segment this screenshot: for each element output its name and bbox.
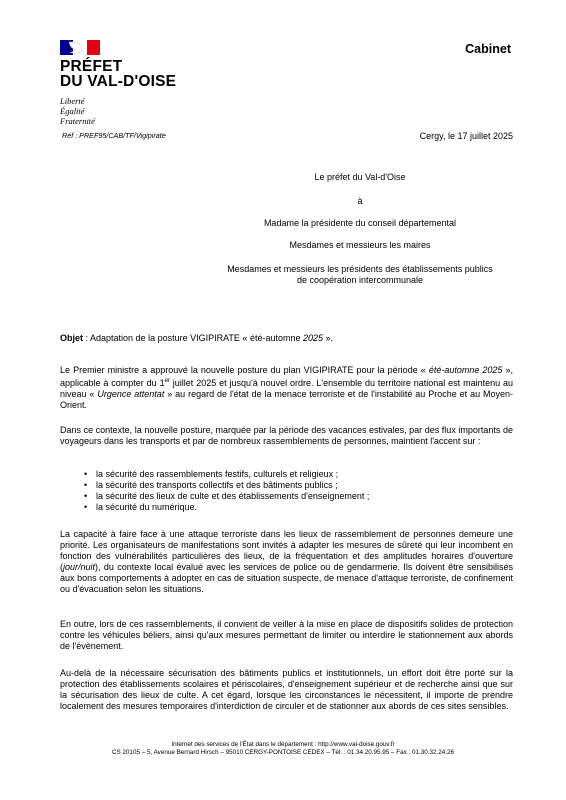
prefet-line-1: PRÉFET xyxy=(60,58,123,75)
motto-fraternite: Fraternité xyxy=(60,116,95,126)
p3-text-c: ), du contexte local évalué avec les services de police ou de gendarmerie. Ils doivent être sensibilisés aux bons comportements à adopter en cas de situation suspecte, de menace d'attaque terroriste, de confinement ou d'évacuation selon les situations. xyxy=(60,562,513,594)
recipient-1: Madame la présidente du conseil départemental xyxy=(263,218,457,228)
to-word: à xyxy=(357,196,363,206)
recipient-2: Mesdames et messieurs les maires xyxy=(289,240,431,250)
list-item: • la sécurité des rassemblements festifs, culturels et religieux ; xyxy=(84,469,369,480)
paragraph-2: Dans ce contexte, la nouvelle posture, marquée par la période des vacances estivales, par des flux importants de voyageurs dans les transports et par de nombreux rassemblements de personnes, maintient l'accent sur : xyxy=(60,425,513,446)
p1-text-d: juillet 2025 et jusqu'à nouvel ordre. L'ensemble du territoire national est maintenu au niveau « xyxy=(60,378,513,399)
subject-text-1: : Adaptation de la posture VIGIPIRATE « été-automne xyxy=(83,333,303,343)
recipient-3 xyxy=(200,264,520,286)
service-name: Cabinet xyxy=(465,42,511,56)
motto-egalite: Égalité xyxy=(60,106,85,116)
motto-liberte: Liberté xyxy=(60,96,85,106)
p1-text-f: » au regard de l'état de la menace terroriste et de l'instabilité au Proche et au Moyen-Orient. xyxy=(60,389,513,410)
marianne-logo-icon xyxy=(60,40,100,55)
subject-text-2: ». xyxy=(323,333,334,343)
list-item: • la sécurité du numérique. xyxy=(84,502,369,513)
prefecture-name xyxy=(60,59,176,89)
letter-date: Cergy, le 17 juillet 2025 xyxy=(419,131,513,141)
footer-address: CS 20105 – 5, Avenue Bernard Hirsch – 95010 CERGY-PONTOISE CEDEX – Tél. : 01.34.20.95.95 – Fax : 01.30.32.24.26 xyxy=(111,749,455,756)
footer-website: Internet des services de l'État dans le département : http://www.val-doise.gouv.fr xyxy=(171,741,395,748)
p3-text-a: La capacité à faire face à une attaque terroriste dans les lieux de rassemblement de personnes demeure une priorité. Les organisateurs de manifestations sont invités à adapter les mesures de sûreté qui leur incombent en fonction des vulnérabilités particulières des lieux, de la fréquentation et des amplitudes horaires d'ouverture ( xyxy=(60,529,513,572)
paragraph-4: En outre, lors de ces rassemblements, il convient de veiller à la mise en place de dispositifs solides de protection contre les véhicules béliers, ainsi qu'aux mesures permettant de limiter ou interdire le stationnement aux abords de l'évènement. xyxy=(60,619,513,651)
prefet-line-2: DU VAL-D'OISE xyxy=(60,73,177,90)
list-item: • la sécurité des transports collectifs et des bâtiments publics ; xyxy=(84,480,369,491)
subject-label: Objet xyxy=(60,333,84,343)
recipient-3-line-a: Mesdames et messieurs les présidents des établissements publics xyxy=(227,264,493,274)
priority-list xyxy=(84,469,369,513)
subject-line xyxy=(60,333,333,343)
p1-superscript: er xyxy=(164,378,170,384)
paragraph-1 xyxy=(60,365,513,411)
recipient-3-line-b: de coopération intercommunale xyxy=(296,275,424,285)
p1-italic-period: été-automne 2025 xyxy=(428,365,503,375)
p3-italic: jour/nuit xyxy=(63,562,96,572)
reference: Réf : PREF95/CAB/TF/Vigipirate xyxy=(62,131,166,140)
republic-motto xyxy=(60,96,95,126)
list-item: • la sécurité des lieux de culte et des établissements d'enseignement ; xyxy=(84,491,369,502)
p1-text-a: Le Premier ministre a approuvé la nouvelle posture du plan VIGIPIRATE pour la période « xyxy=(60,365,429,375)
p1-italic-level: Urgence attentat xyxy=(97,389,165,399)
subject-text-italic: 2025 xyxy=(302,333,324,343)
p1-text-c: », applicable à compter du 1 xyxy=(60,365,513,388)
paragraph-5: Au-delà de la nécessaire sécurisation des bâtiments publics et institutionnels, un effort doit être porté sur la protection des établissements scolaires et périscolaires, d'enseignement supérieur et de recherche ainsi que sur la sécurisation des lieux de culte. A cet égard, lorsque les circonstances le nécessitent, il importe de prendre localement des mesures temporaires d'interdiction de circuler et de stationner aux abords de ces sites sensibles. xyxy=(60,668,513,711)
paragraph-3 xyxy=(60,529,513,595)
sender: Le préfet du Val-d'Oise xyxy=(314,172,406,182)
